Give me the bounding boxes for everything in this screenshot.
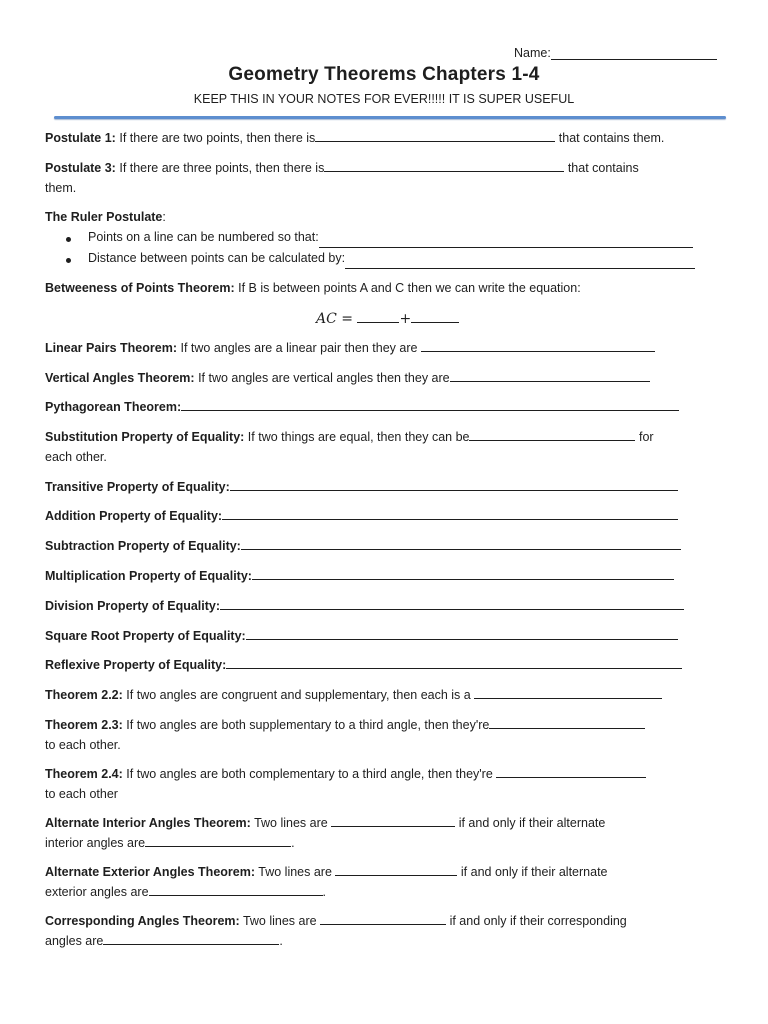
name-row — [514, 46, 717, 60]
alternate-interior-theorem — [45, 813, 725, 853]
alt-interior-text: Two lines are — [254, 816, 328, 830]
substitution-label: Substitution Property of Equality: — [45, 430, 245, 444]
alt-interior-cont: interior angles are — [45, 836, 146, 850]
theorem-2-3-label: Theorem 2.3: — [45, 718, 123, 732]
corresponding-end: . — [279, 934, 283, 948]
ruler-bullet-2-text: Distance between points can be calculated by: — [88, 251, 346, 265]
alt-interior-after: if and only if their alternate — [458, 816, 606, 830]
alt-exterior-end: . — [322, 885, 327, 899]
postulate-3-blank[interactable] — [324, 159, 564, 172]
theorem-2-4-label: Theorem 2.4: — [45, 767, 123, 781]
multiplication-blank[interactable] — [252, 567, 674, 580]
linear-pairs-blank[interactable] — [421, 339, 655, 352]
addition-label: Addition Property of Equality: — [45, 509, 223, 523]
name-blank[interactable] — [551, 47, 717, 60]
theorem-2-3-text: If two angles are both supplementary to a third angle, then they're — [126, 718, 490, 732]
postulate-3-text: If there are three points, then there is — [119, 161, 325, 175]
division-property — [45, 596, 725, 616]
equation-blank-2[interactable] — [411, 310, 459, 323]
alt-exterior-label: Alternate Exterior Angles Theorem: — [45, 865, 256, 879]
ruler-bullets — [66, 227, 695, 269]
ruler-postulate-colon: : — [162, 210, 166, 224]
substitution-blank[interactable] — [469, 428, 635, 441]
substitution-property — [45, 427, 725, 467]
corresponding-blank-1[interactable] — [320, 912, 446, 925]
theorem-2-2-blank[interactable] — [474, 686, 662, 699]
alternate-exterior-theorem — [45, 862, 725, 902]
ruler-bullet-1 — [66, 227, 695, 248]
addition-blank[interactable] — [222, 507, 678, 520]
theorem-2-3-blank[interactable] — [489, 716, 645, 729]
multiplication-property — [45, 566, 725, 586]
corresponding-after: if and only if their corresponding — [449, 914, 627, 928]
linear-pairs-theorem — [45, 338, 725, 358]
corresponding-label: Corresponding Angles Theorem: — [45, 914, 240, 928]
theorem-2-3 — [45, 715, 725, 755]
square-root-label: Square Root Property of Equality: — [45, 629, 246, 643]
ruler-bullet-2 — [66, 248, 695, 269]
ruler-bullet-2-blank[interactable] — [345, 256, 695, 269]
pythagorean-blank[interactable] — [181, 398, 679, 411]
ruler-bullet-1-blank[interactable] — [319, 235, 693, 248]
postulate-1-text: If there are two points, then there is — [119, 131, 316, 145]
pythagorean-theorem — [45, 397, 725, 417]
postulate-3-cont: them. — [45, 181, 77, 195]
alt-exterior-after: if and only if their alternate — [460, 865, 608, 879]
theorem-2-3-cont: to each other. — [45, 738, 121, 752]
betweeness-text: If B is between points A and C then we can write the equation: — [238, 281, 581, 295]
alt-exterior-blank-1[interactable] — [335, 863, 457, 876]
ruler-bullet-1-text: Points on a line can be numbered so that: — [88, 230, 319, 244]
substitution-text: If two things are equal, then they can be — [247, 430, 470, 444]
alt-interior-end: . — [291, 836, 295, 850]
corresponding-cont: angles are — [45, 934, 104, 948]
division-label: Division Property of Equality: — [45, 599, 221, 613]
theorem-2-4-blank[interactable] — [496, 765, 646, 778]
bullet-dot — [66, 237, 71, 242]
alt-interior-label: Alternate Interior Angles Theorem: — [45, 816, 251, 830]
division-blank[interactable] — [220, 597, 684, 610]
multiplication-label: Multiplication Property of Equality: — [45, 569, 252, 583]
ruler-postulate — [45, 207, 725, 227]
transitive-label: Transitive Property of Equality: — [45, 480, 230, 494]
vertical-angles-blank[interactable] — [450, 369, 650, 382]
postulate-1 — [45, 128, 725, 148]
transitive-property — [45, 477, 725, 497]
corresponding-angles-theorem — [45, 911, 725, 951]
substitution-cont: each other. — [45, 450, 107, 464]
corresponding-text: Two lines are — [242, 914, 317, 928]
alt-interior-blank-1[interactable] — [331, 814, 455, 827]
postulate-3-label: Postulate 3: — [45, 161, 116, 175]
theorem-2-4 — [45, 764, 725, 804]
vertical-angles-theorem — [45, 368, 725, 388]
square-root-property — [45, 626, 725, 646]
postulate-3 — [45, 158, 725, 198]
equation-blank-1[interactable] — [357, 310, 399, 323]
subtraction-label: Subtraction Property of Equality: — [45, 539, 241, 553]
page-subtitle: KEEP THIS IN YOUR NOTES FOR EVER!!!!! IT IS SUPER USEFUL — [193, 92, 575, 106]
theorem-2-2-label: Theorem 2.2: — [45, 688, 123, 702]
postulate-1-after: that contains them. — [558, 131, 665, 145]
corresponding-blank-2[interactable] — [103, 932, 279, 945]
alt-interior-blank-2[interactable] — [145, 834, 291, 847]
betweeness-label: Betweeness of Points Theorem: — [45, 281, 235, 295]
equation-plus: + — [399, 311, 412, 327]
header-divider — [54, 116, 726, 119]
alt-exterior-blank-2[interactable] — [149, 883, 323, 896]
betweeness-theorem — [45, 278, 725, 298]
substitution-after: for — [638, 430, 654, 444]
page-title: Geometry Theorems Chapters 1-4 — [228, 64, 540, 85]
theorem-2-4-text: If two angles are both complementary to a third angle, then they're — [126, 767, 493, 781]
equation-equals: = — [341, 311, 354, 327]
reflexive-property — [45, 655, 725, 675]
name-label: Name: — [514, 46, 551, 60]
postulate-1-blank[interactable] — [315, 129, 555, 142]
theorem-2-2-text: If two angles are congruent and supplementary, then each is a — [126, 688, 471, 702]
transitive-blank[interactable] — [230, 478, 678, 491]
theorem-2-2 — [45, 685, 725, 705]
vertical-angles-text: If two angles are vertical angles then they are — [198, 371, 450, 385]
linear-pairs-label: Linear Pairs Theorem: — [45, 341, 177, 355]
theorem-2-4-cont: to each other — [45, 787, 118, 801]
square-root-blank[interactable] — [246, 627, 678, 640]
pythagorean-label: Pythagorean Theorem: — [45, 400, 182, 414]
postulate-1-label: Postulate 1: — [45, 131, 116, 145]
reflexive-label: Reflexive Property of Equality: — [45, 658, 227, 672]
postulate-3-after: that contains — [567, 161, 639, 175]
alt-exterior-cont: exterior angles are — [45, 885, 149, 899]
subtraction-property — [45, 536, 725, 556]
alt-exterior-text: Two lines are — [258, 865, 332, 879]
linear-pairs-text: If two angles are a linear pair then they are — [180, 341, 418, 355]
equation-lhs: AC — [316, 311, 337, 327]
betweeness-equation — [316, 310, 459, 327]
ruler-postulate-label: The Ruler Postulate — [45, 210, 163, 224]
reflexive-blank[interactable] — [226, 656, 682, 669]
subtraction-blank[interactable] — [241, 537, 681, 550]
bullet-dot — [66, 258, 71, 263]
addition-property — [45, 506, 725, 526]
vertical-angles-label: Vertical Angles Theorem: — [45, 371, 195, 385]
